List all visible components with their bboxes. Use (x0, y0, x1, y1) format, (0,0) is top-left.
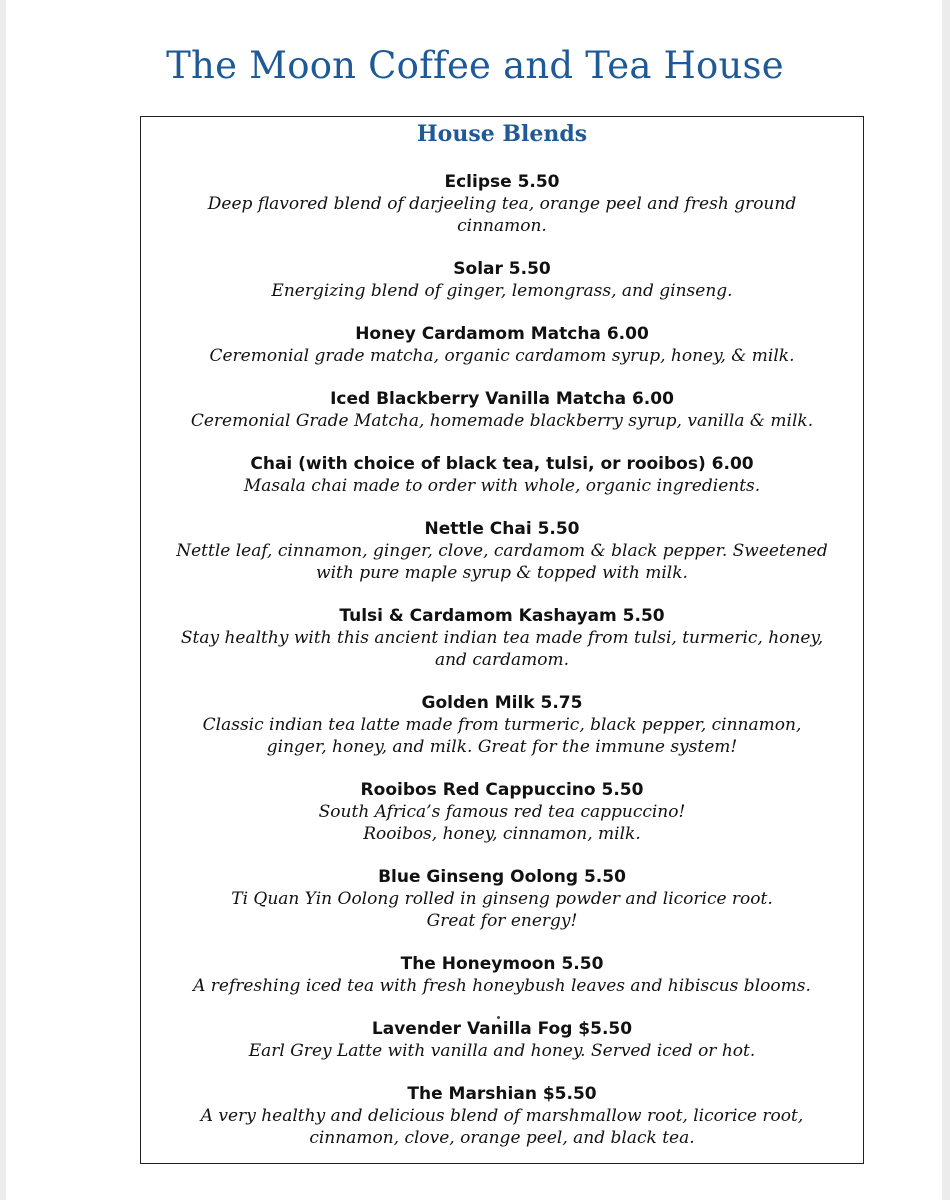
item-description: South Africa’s famous red tea cappuccino! Rooibos, honey, cinnamon, milk. (318, 802, 686, 844)
item-description: Ti Quan Yin Oolong rolled in ginseng powder and licorice root. Great for energy! (231, 889, 773, 931)
item-name: Golden Milk 5.75 (421, 693, 583, 713)
item-name: Blue Ginseng Oolong 5.50 (378, 867, 626, 887)
menu-items (141, 171, 863, 1170)
menu-item (141, 1018, 863, 1062)
menu-item (141, 258, 863, 302)
menu-item (141, 953, 863, 997)
menu-item (141, 692, 863, 758)
menu-item (141, 1083, 863, 1149)
menu-box (140, 116, 864, 1164)
item-name: Eclipse 5.50 (444, 172, 560, 192)
menu-item (141, 605, 863, 671)
menu-item (141, 779, 863, 845)
item-description: A refreshing iced tea with fresh honeybush leaves and hibiscus blooms. (193, 976, 811, 996)
menu-item (141, 323, 863, 367)
section-heading: House Blends (416, 121, 588, 147)
page-title: The Moon Coffee and Tea House (166, 44, 784, 87)
item-description: Earl Grey Latte with vanilla and honey. Served iced or hot. (248, 1041, 756, 1061)
item-name: Solar 5.50 (453, 259, 551, 279)
item-name: Iced Blackberry Vanilla Matcha 6.00 (330, 389, 674, 409)
menu-item (141, 388, 863, 432)
item-description: Ceremonial Grade Matcha, homemade blackberry syrup, vanilla & milk. (190, 411, 814, 431)
item-name: Nettle Chai 5.50 (424, 519, 580, 539)
item-description: Deep flavored blend of darjeeling tea, orange peel and fresh ground cinnamon. (207, 194, 797, 236)
item-name: Lavender Vanilla Fog $5.50 (371, 1019, 633, 1039)
menu-item (141, 866, 863, 932)
item-description: Masala chai made to order with whole, organic ingredients. (243, 476, 761, 496)
item-description: Ceremonial grade matcha, organic cardamom syrup, honey, & milk. (209, 346, 795, 366)
item-name: The Honeymoon 5.50 (400, 954, 604, 974)
item-name: Tulsi & Cardamom Kashayam 5.50 (339, 606, 665, 626)
menu-item (141, 171, 863, 237)
item-name: Chai (with choice of black tea, tulsi, or rooibos) 6.00 (250, 454, 754, 474)
item-description: Classic indian tea latte made from turmeric, black pepper, cinnamon, ginger, honey, and milk. Great for the immune system! (202, 715, 802, 757)
page-edge-right (942, 0, 950, 1200)
item-name: Rooibos Red Cappuccino 5.50 (360, 780, 644, 800)
item-description: Energizing blend of ginger, lemongrass, and ginseng. (271, 281, 733, 301)
menu-item (141, 453, 863, 497)
item-name: The Marshian $5.50 (407, 1084, 597, 1104)
item-description: A very healthy and delicious blend of marshmallow root, licorice root, cinnamon, clove, orange peel, and black tea. (200, 1106, 804, 1148)
item-name: Honey Cardamom Matcha 6.00 (355, 324, 649, 344)
stray-dot (497, 1016, 500, 1019)
menu-item (141, 518, 863, 584)
item-description: Stay healthy with this ancient indian tea made from tulsi, turmeric, honey, and cardamom. (180, 628, 824, 670)
item-description: Nettle leaf, cinnamon, ginger, clove, cardamom & black pepper. Sweetened with pure maple syrup & topped with milk. (176, 541, 828, 583)
page-edge-left (0, 0, 6, 1200)
